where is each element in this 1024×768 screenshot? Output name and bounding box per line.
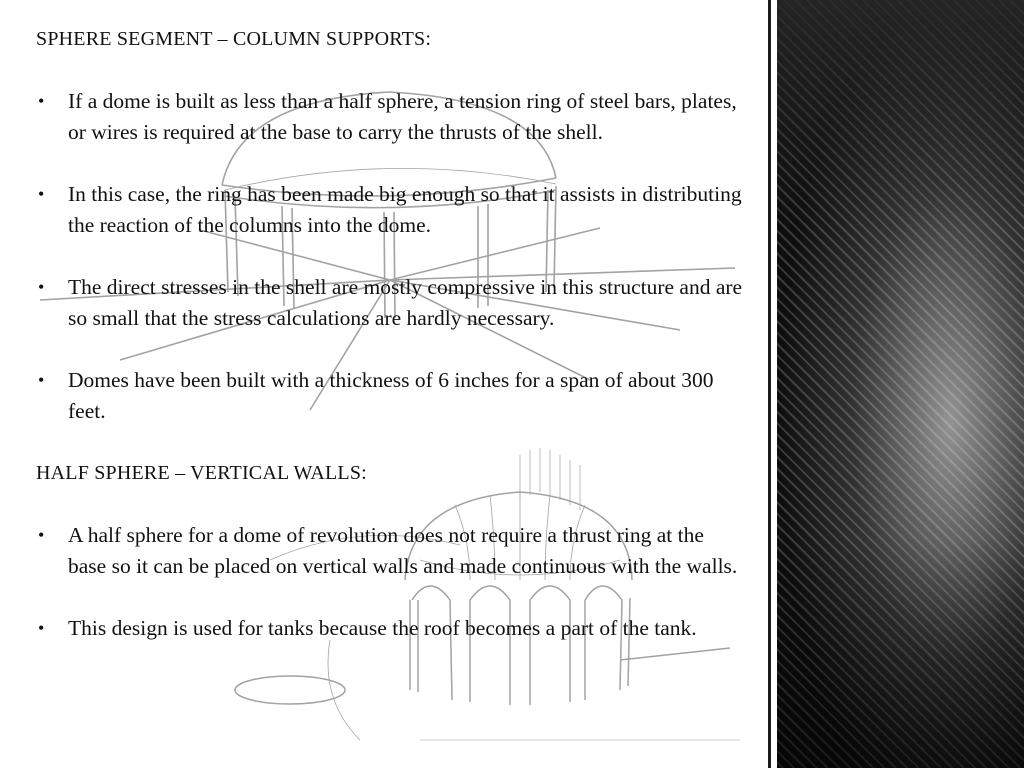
bullet-icon: •: [38, 277, 45, 297]
bullet-icon: •: [38, 618, 45, 638]
half-sphere-bullet-list: [36, 520, 746, 644]
bullet-item: [36, 613, 746, 644]
bullet-icon: •: [38, 525, 45, 545]
bullet-text: This design is used for tanks because the roof becomes a part of the tank.: [68, 616, 697, 640]
bullet-icon: •: [38, 91, 45, 111]
decorative-carbon-fiber-panel: [777, 0, 1024, 768]
bullet-item: [36, 179, 746, 241]
bullet-item: [36, 365, 746, 427]
bullet-text: Domes have been built with a thickness of 6 inches for a span of about 300 feet.: [68, 368, 714, 423]
section-heading-half-sphere: HALF SPHERE – VERTICAL WALLS:: [36, 462, 367, 484]
bullet-text: In this case, the ring has been made big enough so that it assists in distributing the reaction of the columns into the dome.: [68, 182, 742, 237]
bullet-item: [36, 272, 746, 334]
slide-text-body: [36, 24, 746, 675]
bullet-icon: •: [38, 370, 45, 390]
bullet-text: If a dome is built as less than a half sphere, a tension ring of steel bars, plates, or wires is required at the base to carry the thrusts of the shell.: [68, 89, 737, 144]
bullet-text: A half sphere for a dome of revolution does not require a thrust ring at the base so it can be placed on vertical walls and made continuous with the walls.: [68, 523, 738, 578]
section-heading-sphere-segment: SPHERE SEGMENT – COLUMN SUPPORTS:: [36, 28, 432, 50]
bullet-item: [36, 520, 746, 582]
bullet-icon: •: [38, 184, 45, 204]
bullet-item: [36, 86, 746, 148]
sphere-segment-bullet-list: [36, 86, 746, 427]
bullet-text: The direct stresses in the shell are mostly compressive in this structure and are so small that the stress calculations are hardly necessary.: [68, 275, 743, 330]
